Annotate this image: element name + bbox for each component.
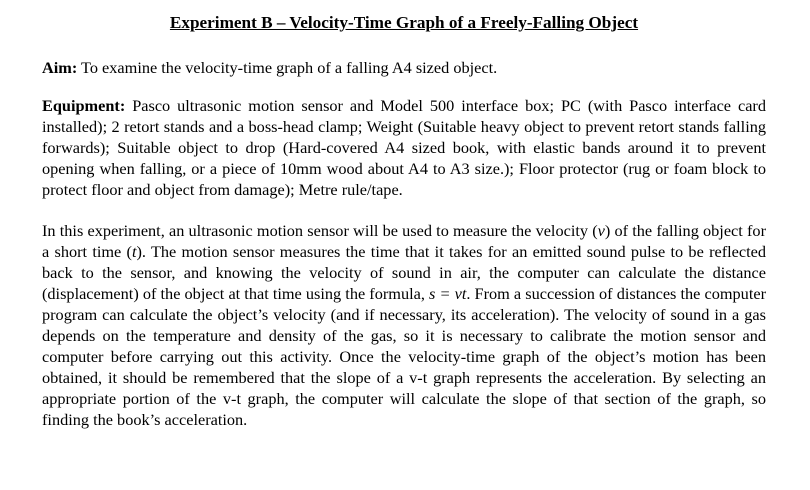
description-text-1: In this experiment, an ultrasonic motion sensor will be used to measure the velocity ( bbox=[42, 221, 598, 240]
document-page bbox=[42, 12, 766, 430]
page-title: Experiment B – Velocity-Time Graph of a Freely-Falling Object bbox=[169, 13, 639, 32]
equipment-label: Equipment: bbox=[42, 96, 126, 115]
time-symbol: t bbox=[131, 242, 137, 261]
description-text-3: ). The motion sensor measures the time that it takes for an emitted sound pulse to be reflected back to the sensor, and knowing the velocity of sound in air, the computer can calculate the distance (displacement) of the object at that time using the formula, bbox=[42, 242, 767, 303]
description-text-2: ) of the falling object for a short time ( bbox=[42, 221, 766, 261]
description-text-4: . From a succession of distances the computer program can calculate the object’s velocity (and if necessary, its acceleration). The velocity of sound in a gas depends on the temperature and density of the gas, so it is necessary to calibrate the motion sensor and computer before carrying out this activity. Once the velocity-time graph of the object’s motion has been obtained, it should be remembered that the slope of a v-t graph represents the acceleration. By selecting an appropriate portion of the v-t graph, the computer will calculate the slope of that section of the graph, so finding the book’s acceleration. bbox=[42, 284, 766, 429]
distance-formula: s = vt bbox=[429, 284, 467, 303]
description-paragraph bbox=[42, 220, 766, 430]
aim-label: Aim: bbox=[42, 58, 78, 77]
aim-text: To examine the velocity-time graph of a falling A4 sized object. bbox=[77, 58, 498, 77]
equipment-paragraph bbox=[42, 95, 766, 200]
velocity-symbol: v bbox=[597, 221, 605, 240]
aim-paragraph bbox=[42, 57, 766, 78]
equipment-text: Pasco ultrasonic motion sensor and Model 500 interface box; PC (with Pasco interface card installed); 2 retort stands and a boss-head clamp; Weight (Suitable heavy object to prevent retort stands falling forwards); Suitable object to drop (Hard-covered A4 sized book, with elastic bands around it to prevent opening when falling, or a piece of 10mm wood about A4 to A3 size.); Floor protector (rug or foam block to protect floor and object from damage); Metre rule/tape. bbox=[42, 96, 766, 199]
